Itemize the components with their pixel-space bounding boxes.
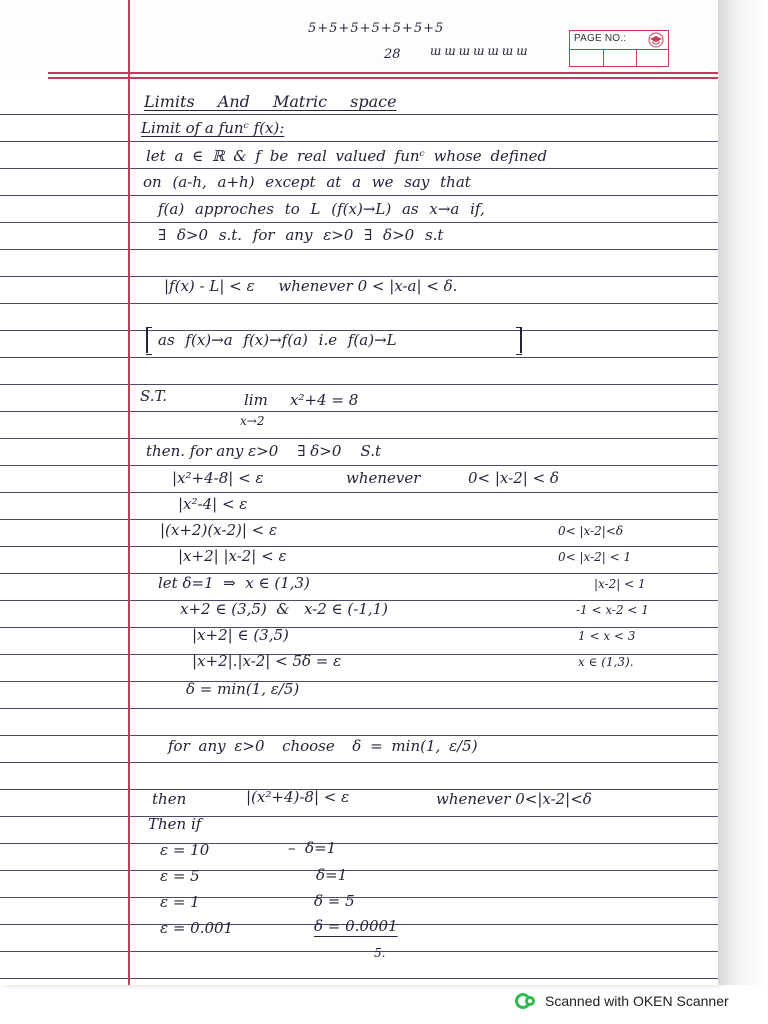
page-number-cell-divider <box>603 49 604 66</box>
tally-marks: ɯɯɯɯɯɯɯ <box>430 44 531 58</box>
proof-step-whenever: whenever <box>346 469 421 487</box>
header-rule <box>48 77 718 79</box>
scanner-watermark <box>515 991 729 1011</box>
proof-intro: then. for any ε>0 ∃ δ>0 S.t <box>146 442 382 460</box>
limit-expression: x²+4 = 8 <box>290 391 359 409</box>
proof-step: let δ=1 ⇒ x ∈ (1,3) <box>158 574 310 592</box>
margin-line <box>128 0 130 985</box>
header-rule <box>48 72 718 74</box>
tally-total: 28 <box>384 47 401 62</box>
proof-step: |x+2| |x-2| < ε <box>178 547 287 565</box>
proof-side-note: 0< |x-2|<δ <box>558 524 624 538</box>
st-label: S.T. <box>140 387 168 405</box>
page-binding-shadow <box>718 0 768 985</box>
example-denominator: 5. <box>374 946 386 960</box>
example-delta: δ=1 <box>316 866 348 884</box>
conclusion-choice: for any ε>0 choose δ = min(1, ε/5) <box>168 737 478 755</box>
proof-step: δ = min(1, ε/5) <box>186 680 300 698</box>
page-number-cell-divider <box>636 49 637 66</box>
proof-side-note: -1 < x-2 < 1 <box>576 603 649 617</box>
scanner-text: Scanned with OKEN Scanner <box>545 993 729 1009</box>
proof-step: |x²+4-8| < ε <box>172 469 264 487</box>
proof-step: |x²-4| < ε <box>178 495 248 513</box>
proof-step: |x+2| ∈ (3,5) <box>192 626 289 644</box>
proof-step: x+2 ∈ (3,5) & x-2 ∈ (-1,1) <box>180 600 389 618</box>
definition-line: let a ∈ ℝ & f be real valued funᶜ whose defined <box>146 147 548 165</box>
example-delta: – δ=1 <box>288 839 337 857</box>
page-number-label: PAGE NO.: <box>574 33 627 44</box>
section-subtitle: Limit of a funᶜ f(x): <box>141 119 285 137</box>
definition-line: ∃ δ>0 s.t. for any ε>0 ∃ δ>0 s.t <box>158 226 444 244</box>
proof-side-note: |x-2| < 1 <box>594 577 646 591</box>
example-delta: δ = 5 <box>314 892 355 910</box>
proof-side-note: x ∈ (1,3). <box>578 655 634 669</box>
example-epsilon: ε = 0.001 <box>160 919 234 937</box>
example-epsilon: ε = 10 <box>160 841 210 859</box>
conclusion-inequality: |(x²+4)-8| < ε <box>246 788 350 806</box>
page-title: Limits And Matric space <box>144 92 397 111</box>
example-epsilon: ε = 1 <box>160 893 200 911</box>
page-number-box <box>569 30 669 67</box>
proof-side-note: 1 < x < 3 <box>578 629 636 643</box>
proof-step: |(x+2)(x-2)| < ε <box>160 521 278 539</box>
graduation-cap-icon <box>647 32 665 48</box>
examples-heading: Then if <box>148 815 202 833</box>
proof-step: |x+2|.|x-2| < 5δ = ε <box>192 652 342 670</box>
conclusion-condition: whenever 0<|x-2|<δ <box>436 790 592 808</box>
proof-step-condition: 0< |x-2| < δ <box>468 469 559 487</box>
proof-side-note: 0< |x-2| < 1 <box>558 550 632 564</box>
limit-condition: |f(x) - L| < ε whenever 0 < |x-a| < δ. <box>164 277 458 295</box>
definition-line: on (a-h, a+h) except at a we say that <box>143 173 471 191</box>
page-number-divider <box>570 49 668 50</box>
note-text: as f(x)→a f(x)→f(a) i.e f(a)→L <box>158 331 397 349</box>
oken-logo-icon <box>515 992 537 1010</box>
example-epsilon: ε = 5 <box>160 867 200 885</box>
example-delta: δ = 0.0001 <box>314 917 398 935</box>
limit-subscript: x→2 <box>240 414 265 428</box>
limit-word: lim <box>244 391 268 409</box>
conclusion-then: then <box>152 790 187 808</box>
tally-sum: 5+5+5+5+5+5+5 <box>308 21 445 36</box>
definition-line: f(a) approches to L (f(x)→L) as x→a if, <box>158 200 485 218</box>
